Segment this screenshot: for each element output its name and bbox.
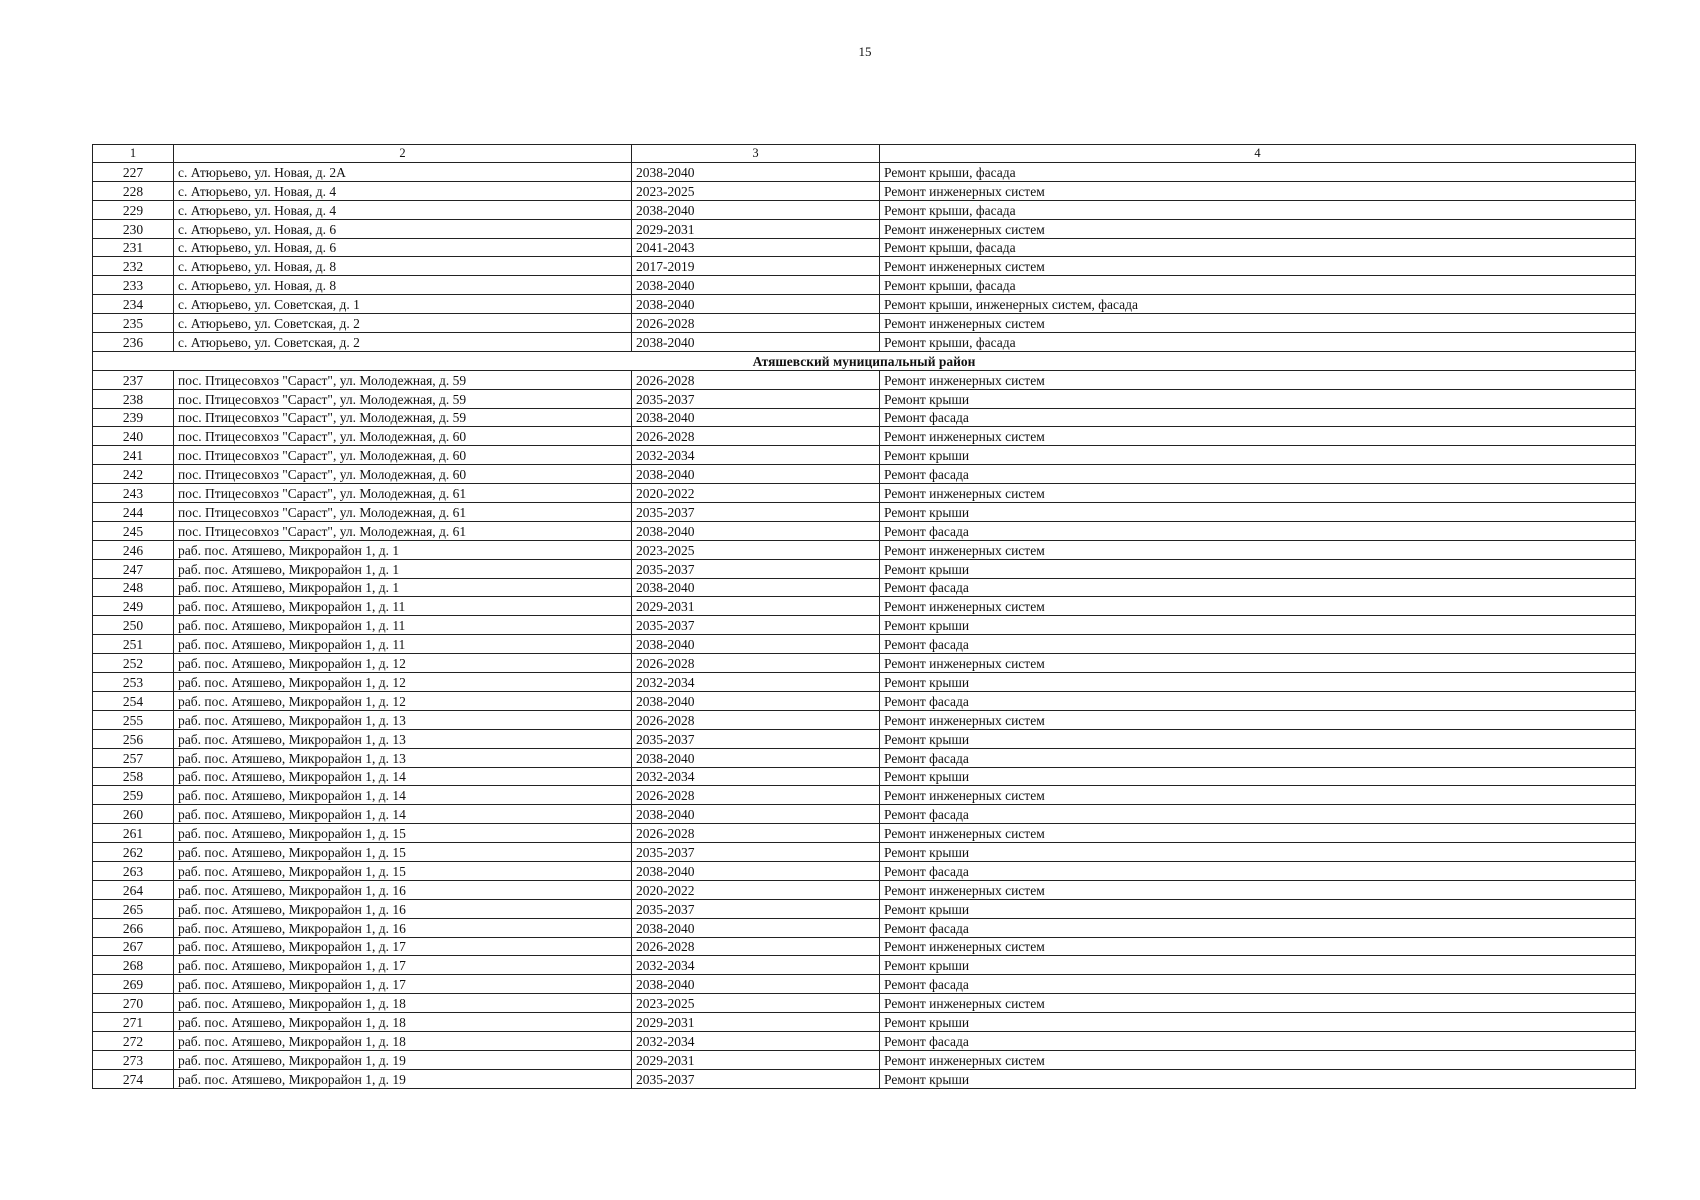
address-cell: пос. Птицесовхоз "Сараст", ул. Молодежная, д. 59: [174, 389, 632, 408]
table-row: [93, 446, 1636, 465]
table-row: [93, 975, 1636, 994]
address-cell: раб. пос. Атяшево, Микрорайон 1, д. 1: [174, 559, 632, 578]
address-cell: раб. пос. Атяшево, Микрорайон 1, д. 16: [174, 880, 632, 899]
row-number-cell: 250: [93, 616, 174, 635]
row-number-cell: 256: [93, 729, 174, 748]
address-cell: с. Атюрьево, ул. Новая, д. 6: [174, 238, 632, 257]
row-number-cell: 257: [93, 748, 174, 767]
row-number-cell: 272: [93, 1031, 174, 1050]
period-cell: 2026-2028: [632, 710, 880, 729]
work-type-cell: Ремонт фасада: [880, 1031, 1636, 1050]
row-number-cell: 229: [93, 200, 174, 219]
address-cell: раб. пос. Атяшево, Микрорайон 1, д. 12: [174, 673, 632, 692]
table-row: [93, 673, 1636, 692]
row-number-cell: 244: [93, 503, 174, 522]
work-type-cell: Ремонт фасада: [880, 465, 1636, 484]
row-number-cell: 253: [93, 673, 174, 692]
address-cell: с. Атюрьево, ул. Новая, д. 6: [174, 219, 632, 238]
table-row: [93, 295, 1636, 314]
row-number-cell: 262: [93, 843, 174, 862]
period-cell: 2032-2034: [632, 956, 880, 975]
period-cell: 2038-2040: [632, 918, 880, 937]
address-cell: раб. пос. Атяшево, Микрорайон 1, д. 14: [174, 786, 632, 805]
table-row: [93, 956, 1636, 975]
row-number-cell: 258: [93, 767, 174, 786]
table-row: [93, 861, 1636, 880]
column-number-row: [93, 145, 1636, 163]
row-number-cell: 249: [93, 597, 174, 616]
address-cell: раб. пос. Атяшево, Микрорайон 1, д. 1: [174, 540, 632, 559]
table-row: [93, 1050, 1636, 1069]
work-type-cell: Ремонт фасада: [880, 805, 1636, 824]
row-number-cell: 231: [93, 238, 174, 257]
address-cell: пос. Птицесовхоз "Сараст", ул. Молодежная, д. 59: [174, 408, 632, 427]
table-row: [93, 748, 1636, 767]
row-number-cell: 268: [93, 956, 174, 975]
address-cell: с. Атюрьево, ул. Советская, д. 2: [174, 333, 632, 352]
work-type-cell: Ремонт фасада: [880, 578, 1636, 597]
table-row: [93, 163, 1636, 182]
row-number-cell: 234: [93, 295, 174, 314]
work-type-cell: Ремонт фасада: [880, 691, 1636, 710]
work-type-cell: Ремонт инженерных систем: [880, 370, 1636, 389]
period-cell: 2026-2028: [632, 654, 880, 673]
table-row: [93, 635, 1636, 654]
period-cell: 2038-2040: [632, 333, 880, 352]
period-cell: 2035-2037: [632, 843, 880, 862]
work-type-cell: Ремонт инженерных систем: [880, 654, 1636, 673]
table-row: [93, 257, 1636, 276]
work-type-cell: Ремонт инженерных систем: [880, 994, 1636, 1013]
address-cell: раб. пос. Атяшево, Микрорайон 1, д. 11: [174, 616, 632, 635]
table-row: [93, 710, 1636, 729]
table-row: [93, 805, 1636, 824]
table-row: [93, 333, 1636, 352]
period-cell: 2041-2043: [632, 238, 880, 257]
address-cell: раб. пос. Атяшево, Микрорайон 1, д. 15: [174, 861, 632, 880]
row-number-cell: 227: [93, 163, 174, 182]
row-number-cell: 240: [93, 427, 174, 446]
work-type-cell: Ремонт инженерных систем: [880, 937, 1636, 956]
row-number-cell: 274: [93, 1069, 174, 1088]
work-type-cell: Ремонт крыши: [880, 559, 1636, 578]
address-cell: раб. пос. Атяшево, Микрорайон 1, д. 13: [174, 729, 632, 748]
period-cell: 2020-2022: [632, 880, 880, 899]
work-type-cell: Ремонт крыши: [880, 843, 1636, 862]
period-cell: 2026-2028: [632, 314, 880, 333]
period-cell: 2035-2037: [632, 729, 880, 748]
work-type-cell: Ремонт крыши: [880, 503, 1636, 522]
row-number-cell: 241: [93, 446, 174, 465]
table-row: [93, 200, 1636, 219]
repair-schedule-table: [92, 144, 1636, 1089]
period-cell: 2038-2040: [632, 635, 880, 654]
table-row: [93, 503, 1636, 522]
section-row: [93, 351, 1636, 370]
work-type-cell: Ремонт крыши: [880, 899, 1636, 918]
work-type-cell: Ремонт инженерных систем: [880, 257, 1636, 276]
row-number-cell: 246: [93, 540, 174, 559]
period-cell: 2038-2040: [632, 578, 880, 597]
period-cell: 2038-2040: [632, 465, 880, 484]
table-row: [93, 181, 1636, 200]
table-row: [93, 824, 1636, 843]
work-type-cell: Ремонт крыши, инженерных систем, фасада: [880, 295, 1636, 314]
work-type-cell: Ремонт инженерных систем: [880, 314, 1636, 333]
period-cell: 2023-2025: [632, 540, 880, 559]
work-type-cell: Ремонт крыши: [880, 389, 1636, 408]
address-cell: с. Атюрьево, ул. Новая, д. 8: [174, 257, 632, 276]
table-row: [93, 654, 1636, 673]
address-cell: раб. пос. Атяшево, Микрорайон 1, д. 17: [174, 956, 632, 975]
work-type-cell: Ремонт фасада: [880, 975, 1636, 994]
row-number-cell: 239: [93, 408, 174, 427]
work-type-cell: Ремонт инженерных систем: [880, 540, 1636, 559]
table-row: [93, 314, 1636, 333]
address-cell: раб. пос. Атяшево, Микрорайон 1, д. 12: [174, 654, 632, 673]
table-row: [93, 276, 1636, 295]
table-row: [93, 786, 1636, 805]
address-cell: раб. пос. Атяшево, Микрорайон 1, д. 18: [174, 994, 632, 1013]
address-cell: раб. пос. Атяшево, Микрорайон 1, д. 14: [174, 805, 632, 824]
row-number-cell: 236: [93, 333, 174, 352]
period-cell: 2026-2028: [632, 824, 880, 843]
table-row: [93, 238, 1636, 257]
work-type-cell: Ремонт инженерных систем: [880, 880, 1636, 899]
row-number-cell: 248: [93, 578, 174, 597]
work-type-cell: Ремонт фасада: [880, 748, 1636, 767]
period-cell: 2038-2040: [632, 276, 880, 295]
table-row: [93, 880, 1636, 899]
row-number-cell: 232: [93, 257, 174, 276]
address-cell: раб. пос. Атяшево, Микрорайон 1, д. 13: [174, 710, 632, 729]
address-cell: раб. пос. Атяшево, Микрорайон 1, д. 19: [174, 1050, 632, 1069]
row-number-cell: 252: [93, 654, 174, 673]
address-cell: с. Атюрьево, ул. Советская, д. 1: [174, 295, 632, 314]
table-row: [93, 578, 1636, 597]
work-type-cell: Ремонт крыши: [880, 446, 1636, 465]
table-row: [93, 219, 1636, 238]
address-cell: с. Атюрьево, ул. Новая, д. 2А: [174, 163, 632, 182]
row-number-cell: 230: [93, 219, 174, 238]
column-number-2: 2: [174, 145, 632, 163]
address-cell: раб. пос. Атяшево, Микрорайон 1, д. 17: [174, 937, 632, 956]
work-type-cell: Ремонт крыши, фасада: [880, 163, 1636, 182]
table-row: [93, 370, 1636, 389]
address-cell: раб. пос. Атяшево, Микрорайон 1, д. 1: [174, 578, 632, 597]
table-row: [93, 1013, 1636, 1032]
work-type-cell: Ремонт инженерных систем: [880, 181, 1636, 200]
work-type-cell: Ремонт крыши, фасада: [880, 238, 1636, 257]
period-cell: 2035-2037: [632, 389, 880, 408]
period-cell: 2023-2025: [632, 181, 880, 200]
work-type-cell: Ремонт инженерных систем: [880, 824, 1636, 843]
row-number-cell: 245: [93, 521, 174, 540]
work-type-cell: Ремонт инженерных систем: [880, 597, 1636, 616]
table-row: [93, 616, 1636, 635]
row-number-cell: 273: [93, 1050, 174, 1069]
row-number-cell: 251: [93, 635, 174, 654]
row-number-cell: 267: [93, 937, 174, 956]
address-cell: раб. пос. Атяшево, Микрорайон 1, д. 17: [174, 975, 632, 994]
column-number-1: 1: [93, 145, 174, 163]
period-cell: 2029-2031: [632, 219, 880, 238]
work-type-cell: Ремонт крыши: [880, 1069, 1636, 1088]
row-number-cell: 228: [93, 181, 174, 200]
row-number-cell: 261: [93, 824, 174, 843]
table-row: [93, 540, 1636, 559]
work-type-cell: Ремонт инженерных систем: [880, 786, 1636, 805]
address-cell: пос. Птицесовхоз "Сараст", ул. Молодежная, д. 61: [174, 521, 632, 540]
work-type-cell: Ремонт крыши, фасада: [880, 333, 1636, 352]
work-type-cell: Ремонт инженерных систем: [880, 1050, 1636, 1069]
row-number-cell: 270: [93, 994, 174, 1013]
work-type-cell: Ремонт фасада: [880, 408, 1636, 427]
period-cell: 2035-2037: [632, 1069, 880, 1088]
period-cell: 2020-2022: [632, 484, 880, 503]
period-cell: 2032-2034: [632, 446, 880, 465]
row-number-cell: 269: [93, 975, 174, 994]
period-cell: 2026-2028: [632, 427, 880, 446]
table-row: [93, 521, 1636, 540]
row-number-cell: 263: [93, 861, 174, 880]
period-cell: 2038-2040: [632, 408, 880, 427]
period-cell: 2032-2034: [632, 673, 880, 692]
address-cell: пос. Птицесовхоз "Сараст", ул. Молодежная, д. 60: [174, 465, 632, 484]
period-cell: 2035-2037: [632, 503, 880, 522]
period-cell: 2038-2040: [632, 748, 880, 767]
table-row: [93, 918, 1636, 937]
row-number-cell: 255: [93, 710, 174, 729]
address-cell: пос. Птицесовхоз "Сараст", ул. Молодежная, д. 61: [174, 503, 632, 522]
address-cell: раб. пос. Атяшево, Микрорайон 1, д. 11: [174, 635, 632, 654]
work-type-cell: Ремонт инженерных систем: [880, 710, 1636, 729]
row-number-cell: 254: [93, 691, 174, 710]
address-cell: с. Атюрьево, ул. Советская, д. 2: [174, 314, 632, 333]
period-cell: 2035-2037: [632, 559, 880, 578]
work-type-cell: Ремонт крыши, фасада: [880, 200, 1636, 219]
table-row: [93, 1069, 1636, 1088]
row-number-cell: 237: [93, 370, 174, 389]
period-cell: 2023-2025: [632, 994, 880, 1013]
period-cell: 2026-2028: [632, 937, 880, 956]
period-cell: 2029-2031: [632, 1013, 880, 1032]
address-cell: раб. пос. Атяшево, Микрорайон 1, д. 18: [174, 1031, 632, 1050]
address-cell: с. Атюрьево, ул. Новая, д. 4: [174, 181, 632, 200]
work-type-cell: Ремонт фасада: [880, 861, 1636, 880]
table-row: [93, 691, 1636, 710]
table-row: [93, 597, 1636, 616]
table-row: [93, 767, 1636, 786]
period-cell: 2038-2040: [632, 295, 880, 314]
row-number-cell: 260: [93, 805, 174, 824]
table-row: [93, 408, 1636, 427]
column-number-4: 4: [880, 145, 1636, 163]
work-type-cell: Ремонт крыши: [880, 767, 1636, 786]
address-cell: раб. пос. Атяшево, Микрорайон 1, д. 14: [174, 767, 632, 786]
work-type-cell: Ремонт инженерных систем: [880, 484, 1636, 503]
row-number-cell: 242: [93, 465, 174, 484]
address-cell: раб. пос. Атяшево, Микрорайон 1, д. 16: [174, 899, 632, 918]
row-number-cell: 243: [93, 484, 174, 503]
table-row: [93, 1031, 1636, 1050]
column-number-3: 3: [632, 145, 880, 163]
work-type-cell: Ремонт крыши: [880, 1013, 1636, 1032]
section-title: Атяшевский муниципальный район: [93, 351, 1636, 370]
row-number-cell: 266: [93, 918, 174, 937]
address-cell: раб. пос. Атяшево, Микрорайон 1, д. 15: [174, 824, 632, 843]
table-row: [93, 843, 1636, 862]
period-cell: 2038-2040: [632, 163, 880, 182]
address-cell: раб. пос. Атяшево, Микрорайон 1, д. 12: [174, 691, 632, 710]
table-row: [93, 559, 1636, 578]
period-cell: 2038-2040: [632, 521, 880, 540]
period-cell: 2038-2040: [632, 805, 880, 824]
period-cell: 2032-2034: [632, 1031, 880, 1050]
address-cell: раб. пос. Атяшево, Микрорайон 1, д. 13: [174, 748, 632, 767]
table-row: [93, 994, 1636, 1013]
work-type-cell: Ремонт крыши: [880, 729, 1636, 748]
table-row: [93, 899, 1636, 918]
table-row: [93, 484, 1636, 503]
table-row: [93, 937, 1636, 956]
address-cell: раб. пос. Атяшево, Микрорайон 1, д. 16: [174, 918, 632, 937]
period-cell: 2038-2040: [632, 200, 880, 219]
row-number-cell: 264: [93, 880, 174, 899]
address-cell: раб. пос. Атяшево, Микрорайон 1, д. 18: [174, 1013, 632, 1032]
work-type-cell: Ремонт инженерных систем: [880, 219, 1636, 238]
work-type-cell: Ремонт крыши: [880, 956, 1636, 975]
period-cell: 2038-2040: [632, 861, 880, 880]
address-cell: раб. пос. Атяшево, Микрорайон 1, д. 15: [174, 843, 632, 862]
row-number-cell: 247: [93, 559, 174, 578]
address-cell: пос. Птицесовхоз "Сараст", ул. Молодежная, д. 59: [174, 370, 632, 389]
address-cell: пос. Птицесовхоз "Сараст", ул. Молодежная, д. 60: [174, 427, 632, 446]
period-cell: 2035-2037: [632, 616, 880, 635]
work-type-cell: Ремонт крыши, фасада: [880, 276, 1636, 295]
work-type-cell: Ремонт фасада: [880, 521, 1636, 540]
period-cell: 2029-2031: [632, 1050, 880, 1069]
table-row: [93, 389, 1636, 408]
row-number-cell: 271: [93, 1013, 174, 1032]
page-number: 15: [858, 44, 872, 59]
row-number-cell: 259: [93, 786, 174, 805]
address-cell: пос. Птицесовхоз "Сараст", ул. Молодежная, д. 60: [174, 446, 632, 465]
row-number-cell: 265: [93, 899, 174, 918]
address-cell: раб. пос. Атяшево, Микрорайон 1, д. 19: [174, 1069, 632, 1088]
work-type-cell: Ремонт крыши: [880, 616, 1636, 635]
address-cell: раб. пос. Атяшево, Микрорайон 1, д. 11: [174, 597, 632, 616]
period-cell: 2035-2037: [632, 899, 880, 918]
period-cell: 2026-2028: [632, 786, 880, 805]
table-row: [93, 465, 1636, 484]
row-number-cell: 235: [93, 314, 174, 333]
table-row: [93, 729, 1636, 748]
period-cell: 2038-2040: [632, 691, 880, 710]
table-row: [93, 427, 1636, 446]
row-number-cell: 233: [93, 276, 174, 295]
work-type-cell: Ремонт инженерных систем: [880, 427, 1636, 446]
work-type-cell: Ремонт фасада: [880, 635, 1636, 654]
period-cell: 2029-2031: [632, 597, 880, 616]
work-type-cell: Ремонт фасада: [880, 918, 1636, 937]
period-cell: 2038-2040: [632, 975, 880, 994]
period-cell: 2026-2028: [632, 370, 880, 389]
period-cell: 2032-2034: [632, 767, 880, 786]
address-cell: с. Атюрьево, ул. Новая, д. 4: [174, 200, 632, 219]
work-type-cell: Ремонт крыши: [880, 673, 1636, 692]
address-cell: с. Атюрьево, ул. Новая, д. 8: [174, 276, 632, 295]
row-number-cell: 238: [93, 389, 174, 408]
address-cell: пос. Птицесовхоз "Сараст", ул. Молодежная, д. 61: [174, 484, 632, 503]
period-cell: 2017-2019: [632, 257, 880, 276]
